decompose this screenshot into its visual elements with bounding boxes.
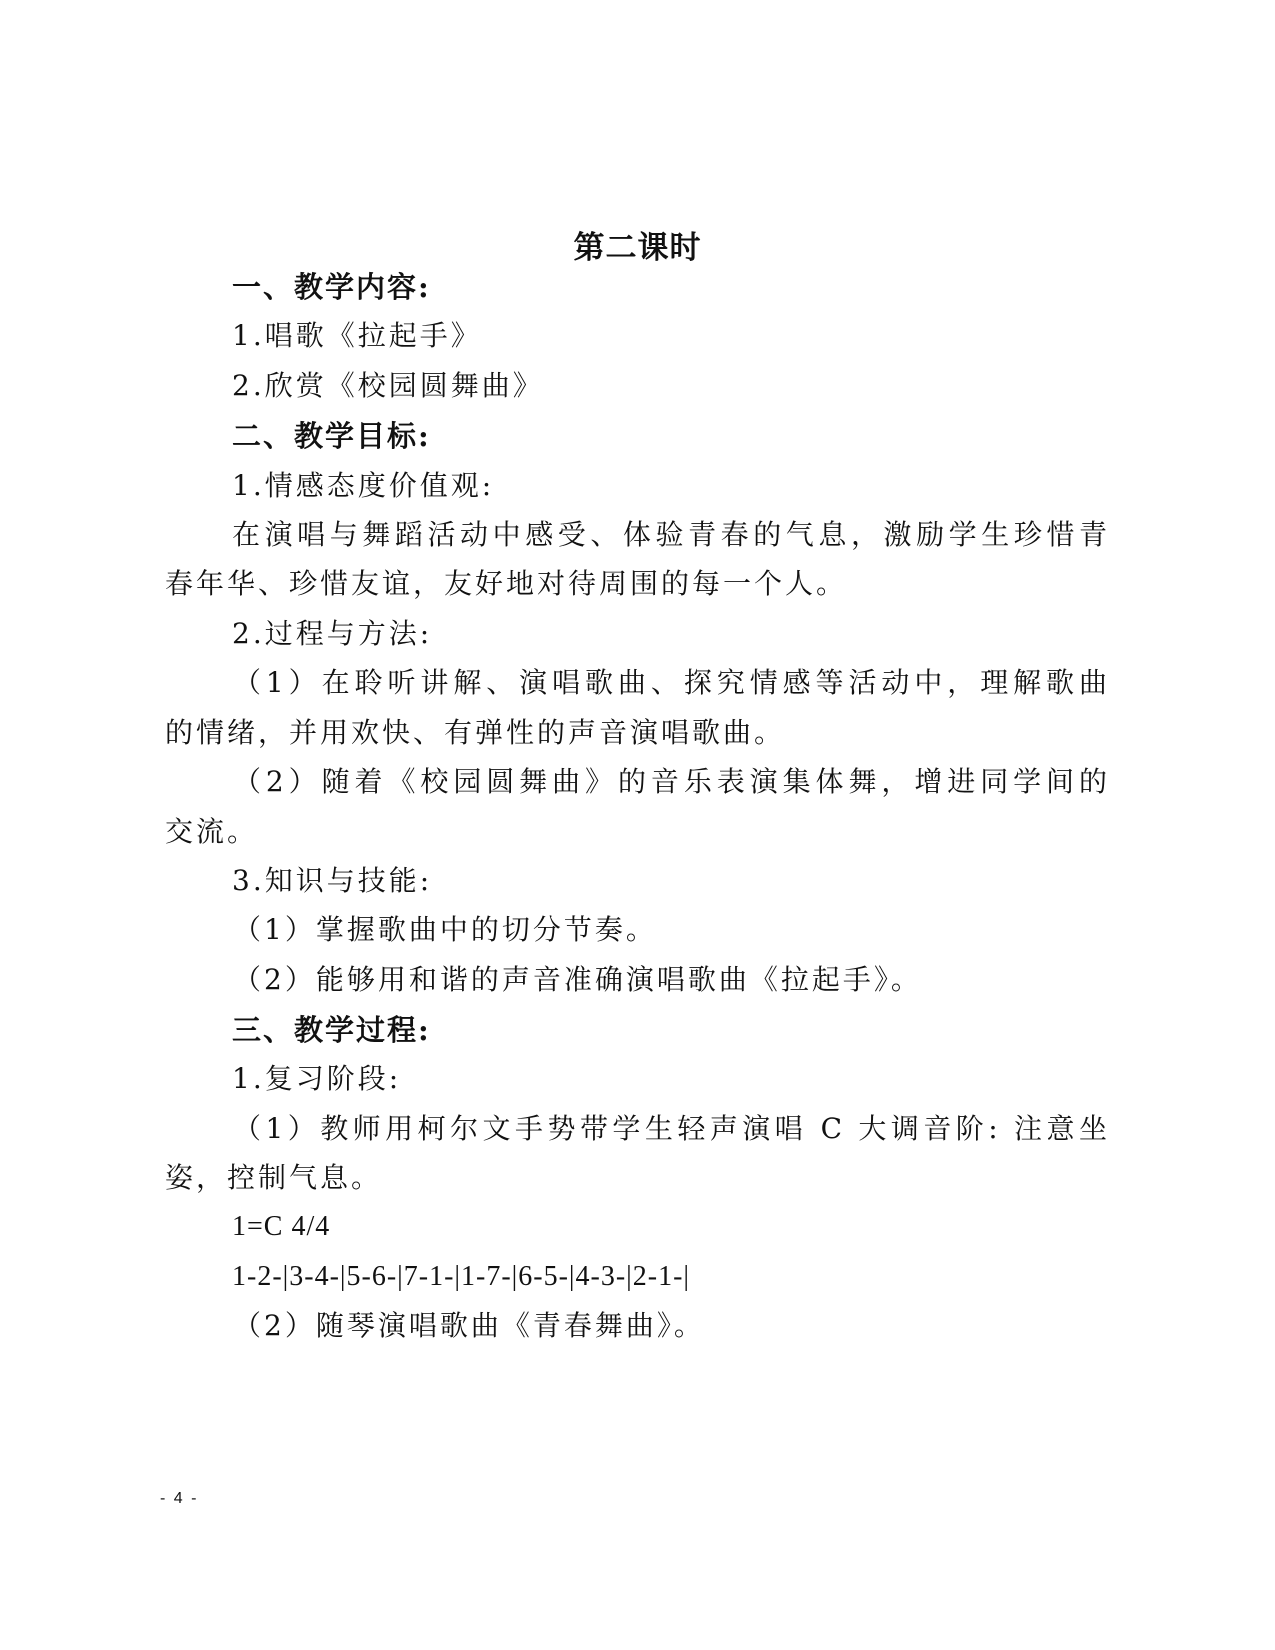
goal-1-title: 1.情感态度价值观: [232, 469, 495, 502]
content-item-1: 1.唱歌《拉起手》 [232, 319, 482, 352]
section-heading-process: 三、教学过程: [232, 1013, 431, 1047]
section-heading-content: 一、教学内容: [232, 270, 431, 304]
key-signature: 1=C 4/4 [232, 1211, 331, 1242]
goal-2-title: 2.过程与方法: [232, 617, 433, 650]
goal-3-item1: （1）掌握歌曲中的切分节奏。 [233, 913, 657, 946]
process-1-item1-line1: （1）教师用柯尔文手势带学生轻声演唱 C 大调音阶: 注意坐 [233, 1112, 1110, 1145]
content-item-2: 2.欣赏《校园圆舞曲》 [232, 369, 544, 402]
goal-2-item2-line1: （2）随着《校园圆舞曲》的音乐表演集体舞，增进同学间的 [233, 765, 1110, 798]
goal-3-item2: （2）能够用和谐的声音准确演唱歌曲《拉起手》。 [233, 963, 922, 996]
process-1-title: 1.复习阶段: [232, 1062, 402, 1095]
goal-2-item1-line1: （1）在聆听讲解、演唱歌曲、探究情感等活动中，理解歌曲 [233, 666, 1110, 699]
process-1-item1-line2: 姿，控制气息。 [165, 1161, 383, 1194]
goal-3-title: 3.知识与技能: [232, 864, 433, 897]
page-number: - 4 - [160, 1490, 199, 1507]
goal-2-item2-line2: 交流。 [165, 815, 259, 848]
page-title: 第二课时 [573, 230, 702, 266]
goal-1-text-line1: 在演唱与舞蹈活动中感受、体验青春的气息，激励学生珍惜青 [232, 518, 1110, 551]
goal-1-text-line2: 春年华、珍惜友谊，友好地对待周围的每一个人。 [165, 567, 848, 600]
goal-2-item1-line2: 的情绪，并用欢快、有弹性的声音演唱歌曲。 [165, 716, 786, 749]
section-heading-goals: 二、教学目标: [232, 419, 431, 453]
scale-notation: 1-2-|3-4-|5-6-|7-1-|1-7-|6-5-|4-3-|2-1-| [232, 1261, 691, 1292]
process-1-item2: （2）随琴演唱歌曲《青春舞曲》。 [233, 1309, 705, 1342]
